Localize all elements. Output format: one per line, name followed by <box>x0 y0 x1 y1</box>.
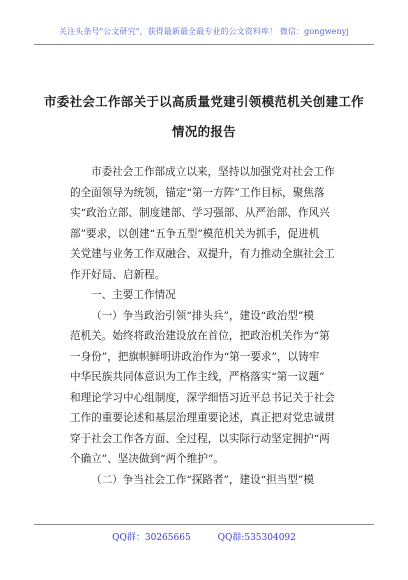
paragraph-line: 关党建与业务工作双融合、双提升，有力推动全旗社会工 <box>70 248 335 260</box>
paragraph-line: 作开好局、启新程。 <box>70 268 166 281</box>
footer <box>0 530 408 543</box>
paragraph-line: 一身份”，把旗帜鲜明讲政治作为“第一要求”，以铸牢 <box>70 350 320 363</box>
footer-rule <box>34 524 374 525</box>
paragraph-line: 和理论学习中心组制度，深学细悟习近平总书记关于社会 <box>70 391 335 404</box>
paragraph-line: 部”要求，以创建“五争五型”模范机关为抓手，促进机 <box>70 227 320 240</box>
paragraph-line: 中华民族共同体意识为工作主线，严格落实“第一议题” <box>70 371 325 383</box>
paragraph-line: 市委社会工作部成立以来，坚持以加强党对社会工作 <box>91 166 335 178</box>
paragraph-line: 个确立”、坚决做到“两个维护”。 <box>70 453 224 465</box>
paragraph-line: 工作的重要论述和基层治理重要论述，真正把对党忠诚贯 <box>70 412 335 424</box>
footer-qq-group-2: QQ群:535304092 <box>217 533 296 543</box>
header-rule <box>34 44 374 45</box>
body-text <box>70 162 342 490</box>
paragraph-line: 范机关。始终将政治建设放在首位，把政治机关作为“第 <box>70 330 330 342</box>
subsection-heading: （一）争当政治引领“排头兵”，建设“政治型”模 <box>91 309 314 322</box>
section-heading: 一、主要工作情况 <box>91 289 176 301</box>
footer-qq-group-1: QQ群：30265665 <box>112 533 191 543</box>
paragraph-line: 的全面领导为统领，锚定“第一方阵”工作目标，聚焦落 <box>70 186 325 199</box>
paragraph-line: 穿于社会工作各方面、全过程，以实际行动坚定拥护“两 <box>70 432 330 445</box>
paragraph-line: 实“政治立部、制度建部、学习强部、从严治部、作风兴 <box>70 207 330 219</box>
document-title-line-1: 市委社会工作部关于以高质量党建引领模范机关创建工作 <box>43 94 364 109</box>
document-title-line-2: 情况的报告 <box>171 124 236 139</box>
header-banner: 关注头条号"公文研究"，获得最新最全最专业的公文资料库！ 微信：gongwenyj <box>59 27 349 36</box>
subsection-heading: （二）争当社会工作“探路者”，建设“担当型”模 <box>91 473 314 486</box>
